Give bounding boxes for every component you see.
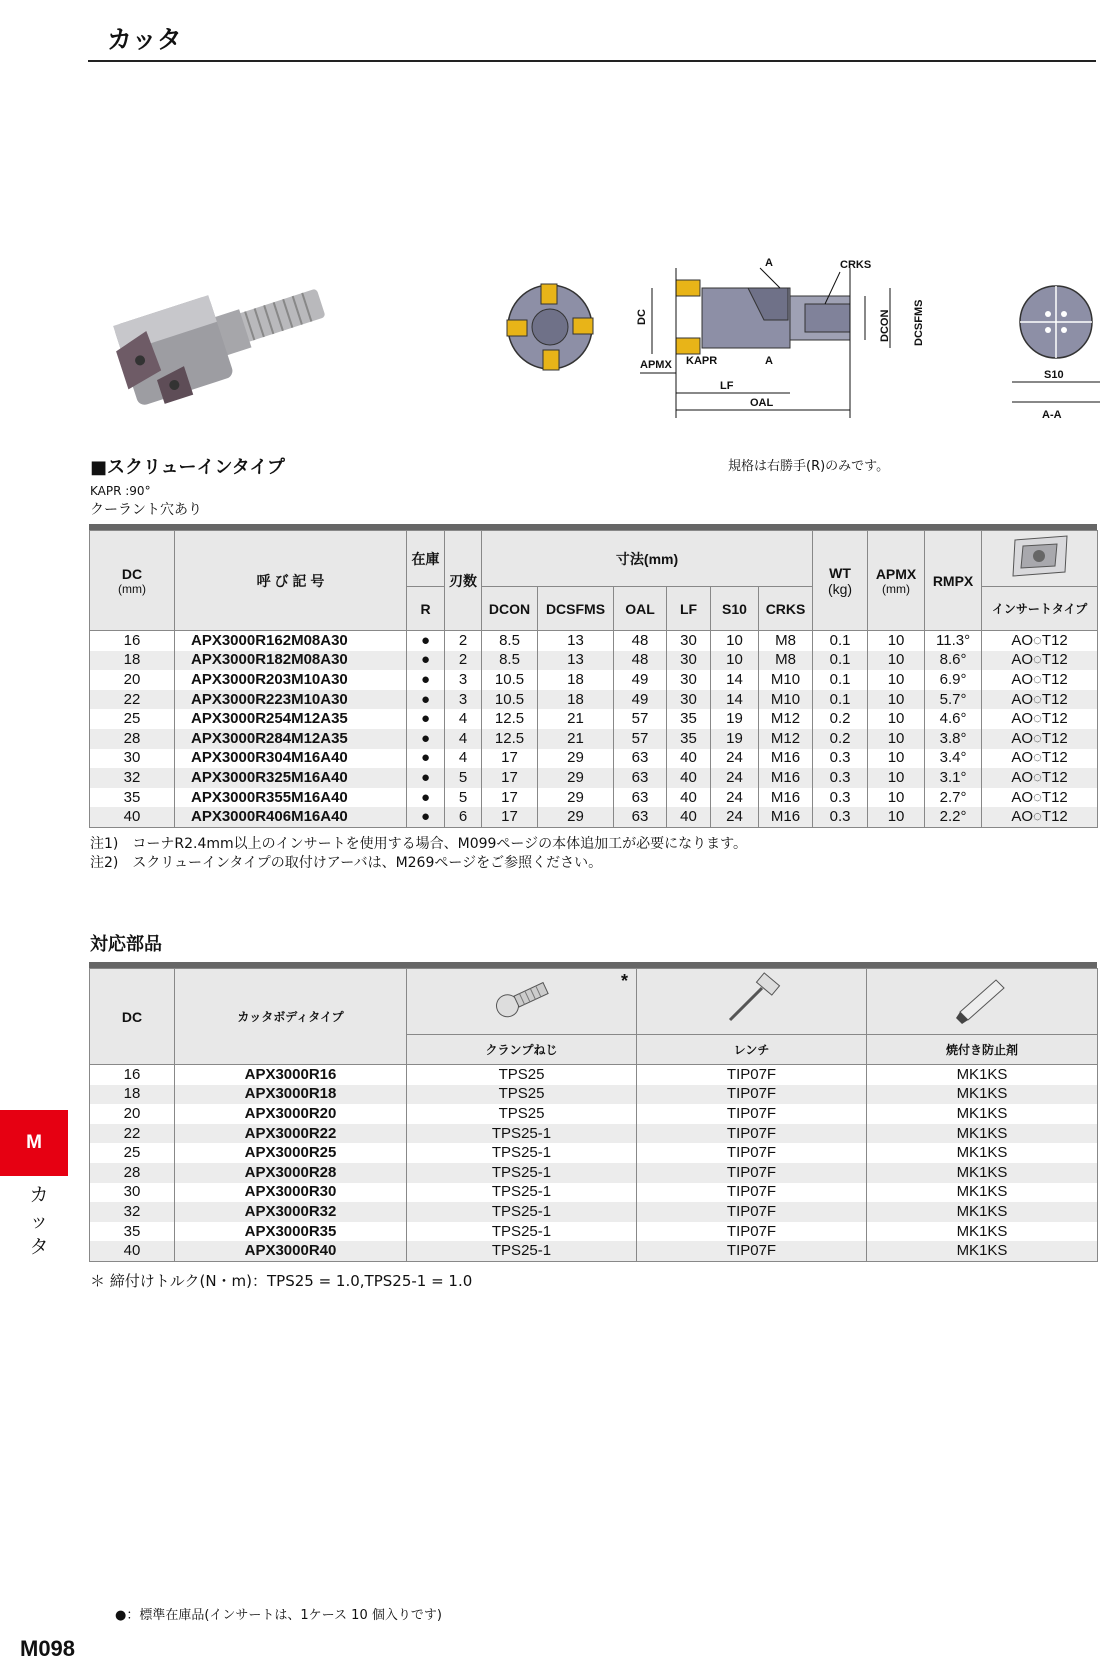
front-view-diagram bbox=[505, 282, 595, 372]
spec-table bbox=[89, 530, 1098, 828]
table-row: 20 APX3000R20 TPS25 TIP07F MK1KS bbox=[90, 1104, 1098, 1124]
header-s10: S10 bbox=[711, 587, 759, 631]
stock-legend: ●：標準在庫品(インサートは、1ケース 10 個入りです) bbox=[115, 1608, 442, 1623]
parts-table-wrapper bbox=[89, 962, 1097, 1262]
parts-header-wrench: レンチ bbox=[637, 1035, 867, 1065]
section-tab-label: カッタ bbox=[29, 1184, 49, 1258]
header-rmpx: RMPX bbox=[925, 531, 982, 631]
label-section-aa: A-A bbox=[1042, 409, 1062, 421]
section-heading-parts: 対応部品 bbox=[90, 934, 162, 955]
cutter-photo bbox=[95, 260, 340, 435]
header-lf: LF bbox=[667, 587, 711, 631]
table-row: 18 APX3000R182M08A30 ● 2 8.5 13 48 30 10 M8 0.1 10 8.6° AO◌T12 bbox=[90, 651, 1098, 671]
right-hand-note: 規格は右勝手(R)のみです。 bbox=[728, 459, 890, 474]
table-row: 35 APX3000R35 TPS25-1 TIP07F MK1KS bbox=[90, 1222, 1098, 1242]
table-row: 20 APX3000R203M10A30 ● 3 10.5 18 49 30 14 M10 0.1 10 6.9° AO◌T12 bbox=[90, 670, 1098, 690]
header-insert-image bbox=[982, 531, 1098, 587]
label-a-bottom: A bbox=[765, 355, 773, 367]
section-heading-screw-in: ■スクリューインタイプ bbox=[90, 457, 285, 478]
parts-header-antiseize-image bbox=[867, 969, 1098, 1035]
table-row: 22 APX3000R22 TPS25-1 TIP07F MK1KS bbox=[90, 1124, 1098, 1144]
parts-header-wrench-image bbox=[637, 969, 867, 1035]
parts-header-clamp: クランプねじ bbox=[407, 1035, 637, 1065]
side-view-diagram bbox=[636, 257, 950, 428]
header-teeth: 刃数 bbox=[445, 531, 482, 631]
table-row: 16 APX3000R162M08A30 ● 2 8.5 13 48 30 10 M8 0.1 10 11.3° AO◌T12 bbox=[90, 631, 1098, 651]
header-code: 呼 び 記 号 bbox=[175, 531, 407, 631]
table-row: 25 APX3000R254M12A35 ● 4 12.5 21 57 35 19 M12 0.2 10 4.6° AO◌T12 bbox=[90, 709, 1098, 729]
label-lf: LF bbox=[720, 380, 734, 392]
page-title: カッタ bbox=[107, 25, 182, 54]
table-row: 30 APX3000R304M16A40 ● 4 17 29 63 40 24 M16 0.3 10 3.4° AO◌T12 bbox=[90, 749, 1098, 769]
header-apmx: APMX (mm) bbox=[868, 531, 925, 631]
parts-table bbox=[89, 968, 1098, 1262]
table-row: 22 APX3000R223M10A30 ● 3 10.5 18 49 30 14 M10 0.1 10 5.7° AO◌T12 bbox=[90, 690, 1098, 710]
kapr-note: KAPR :90° bbox=[90, 484, 151, 498]
table-row: 30 APX3000R30 TPS25-1 TIP07F MK1KS bbox=[90, 1183, 1098, 1203]
label-dcsfms: DCSFMS bbox=[913, 299, 925, 346]
clamp-screw-icon bbox=[492, 976, 552, 1022]
header-insert-type: インサートタイプ bbox=[982, 587, 1098, 631]
header-stock: 在庫 bbox=[407, 531, 445, 587]
table-row: 16 APX3000R16 TPS25 TIP07F MK1KS bbox=[90, 1065, 1098, 1085]
label-dc: DC bbox=[636, 309, 648, 325]
section-tab-m[interactable]: M bbox=[0, 1110, 68, 1176]
label-s10: S10 bbox=[1044, 369, 1064, 381]
header-dimensions: 寸法(mm) bbox=[482, 531, 813, 587]
header-dc: DC (mm) bbox=[90, 531, 175, 631]
coolant-note: クーラント穴あり bbox=[90, 502, 202, 518]
table-row: 28 APX3000R28 TPS25-1 TIP07F MK1KS bbox=[90, 1163, 1098, 1183]
label-kapr: KAPR bbox=[686, 355, 718, 367]
table-row: 32 APX3000R325M16A40 ● 5 17 29 63 40 24 M16 0.3 10 3.1° AO◌T12 bbox=[90, 768, 1098, 788]
header-crks: CRKS bbox=[759, 587, 813, 631]
parts-header-body: カッタボディタイプ bbox=[175, 969, 407, 1065]
label-a-top: A bbox=[765, 257, 773, 269]
title-divider bbox=[88, 60, 1096, 62]
header-oal: OAL bbox=[614, 587, 667, 631]
table-row: 25 APX3000R25 TPS25-1 TIP07F MK1KS bbox=[90, 1143, 1098, 1163]
section-view-diagram bbox=[1012, 282, 1100, 432]
table-row: 18 APX3000R18 TPS25 TIP07F MK1KS bbox=[90, 1085, 1098, 1105]
table-row: 32 APX3000R32 TPS25-1 TIP07F MK1KS bbox=[90, 1202, 1098, 1222]
parts-header-anti: 焼付き防止剤 bbox=[867, 1035, 1098, 1065]
header-stock-r: R bbox=[407, 587, 445, 631]
table-row: 35 APX3000R355M16A40 ● 5 17 29 63 40 24 M16 0.3 10 2.7° AO◌T12 bbox=[90, 788, 1098, 808]
parts-header-dc: DC bbox=[90, 969, 175, 1065]
header-dcon: DCON bbox=[482, 587, 538, 631]
footnote-1: 注1) コーナR2.4mm以上のインサートを使用する場合、M099ページの本体追加工が必要になります。 bbox=[90, 836, 748, 852]
label-crks: CRKS bbox=[840, 259, 872, 271]
label-dcon: DCON bbox=[879, 309, 891, 342]
header-dcsfms: DCSFMS bbox=[538, 587, 614, 631]
footnote-2: 注2) スクリューインタイプの取付けアーバは、M269ページをご参照ください。 bbox=[90, 855, 603, 871]
clamp-asterisk: * bbox=[620, 971, 628, 991]
table-row: 28 APX3000R284M12A35 ● 4 12.5 21 57 35 19 M12 0.2 10 3.8° AO◌T12 bbox=[90, 729, 1098, 749]
insert-icon bbox=[1005, 534, 1075, 578]
spec-table-wrapper bbox=[89, 524, 1097, 828]
header-wt: WT (kg) bbox=[813, 531, 868, 631]
parts-header-screw-image bbox=[407, 969, 637, 1035]
label-oal: OAL bbox=[750, 397, 774, 409]
table-row: 40 APX3000R406M16A40 ● 6 17 29 63 40 24 M16 0.3 10 2.2° AO◌T12 bbox=[90, 807, 1098, 827]
wrench-icon bbox=[722, 974, 782, 1024]
label-apmx: APMX bbox=[640, 359, 672, 371]
page-number: M098 bbox=[20, 1636, 76, 1661]
anti-seize-tube-icon bbox=[952, 974, 1012, 1024]
table-row: 40 APX3000R40 TPS25-1 TIP07F MK1KS bbox=[90, 1241, 1098, 1261]
torque-note: ＊ 締付けトルク(N・m)：TPS25 = 1.0,TPS25-1 = 1.0 bbox=[90, 1272, 473, 1290]
spec-footnotes bbox=[90, 835, 747, 873]
